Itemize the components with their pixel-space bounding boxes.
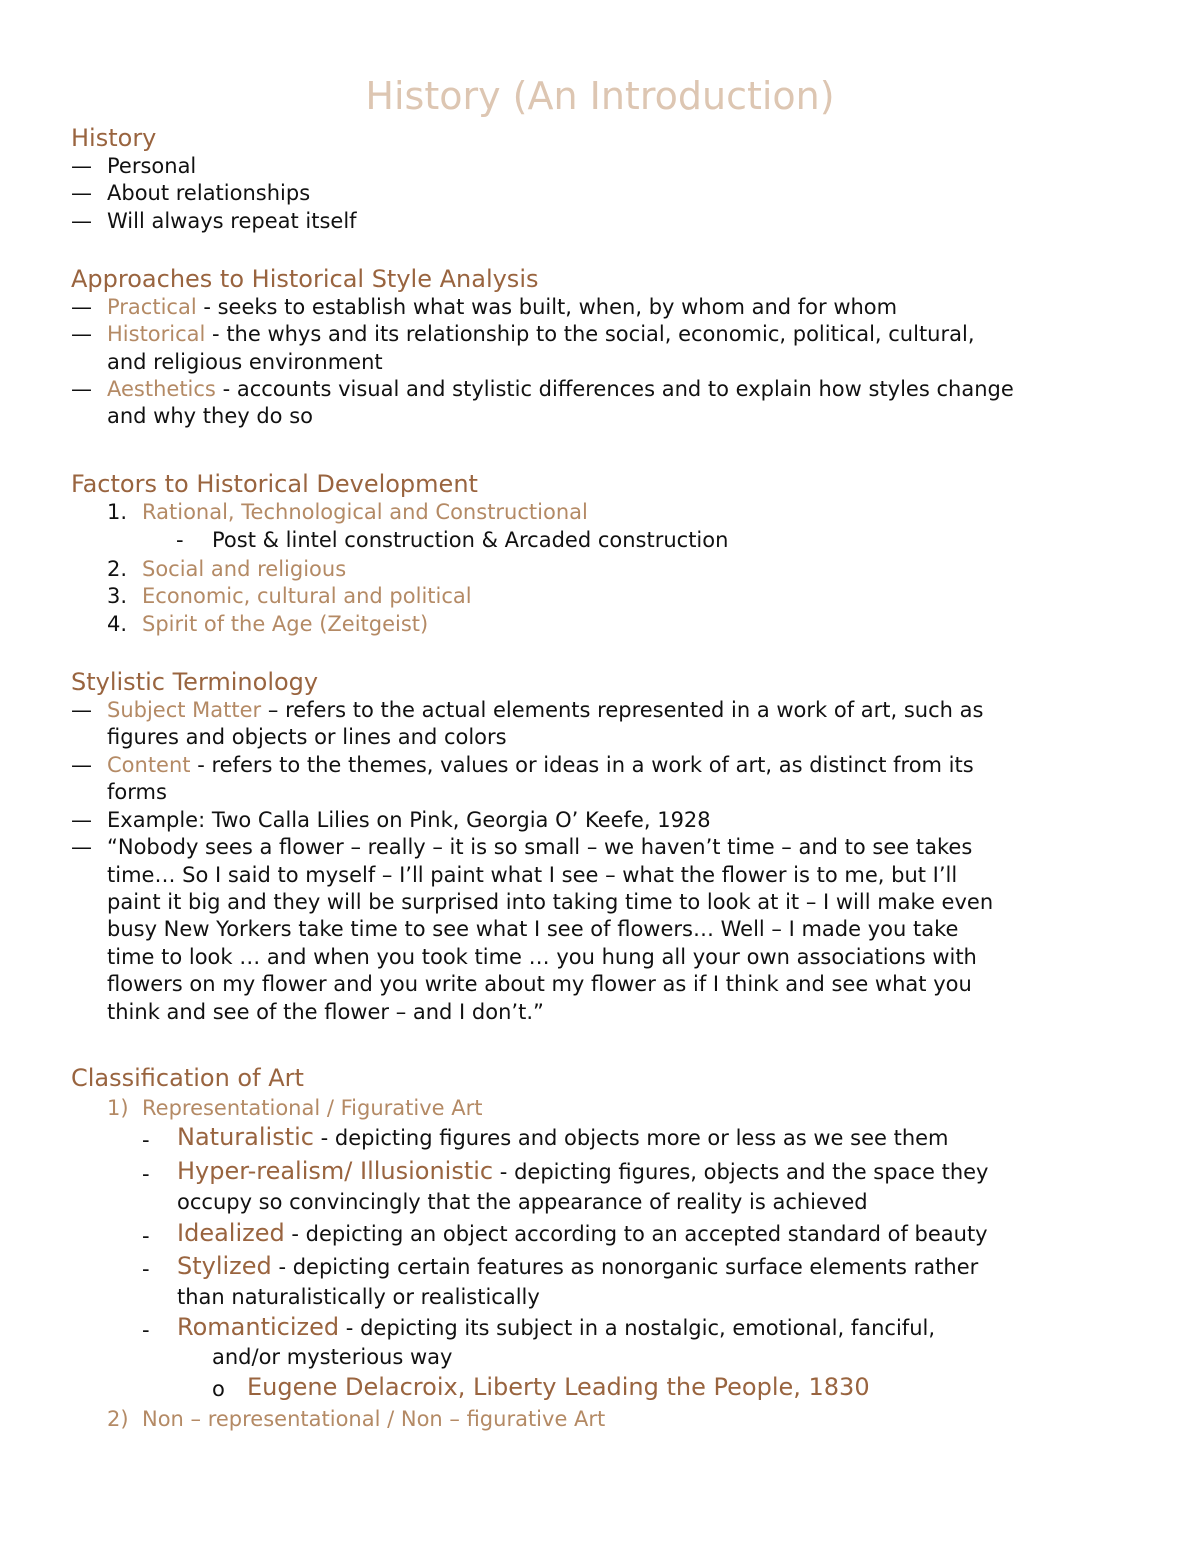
term-desc: refers to the themes, values or ideas in a work of art, as distinct from its (211, 753, 974, 777)
type-term: Stylized (177, 1252, 272, 1280)
term-content: Content - refers to the themes, values or ideas in a work of art, as distinct from its (107, 753, 974, 777)
example-line: Example: Two Calla Lilies on Pink, Georgia O’ Keefe, 1928 (107, 808, 711, 832)
dash-bullet: — (71, 154, 92, 178)
term-label: Subject Matter (107, 698, 262, 722)
approach-desc: the whys and its relationship to the social, economic, political, cultural, (226, 322, 975, 346)
list-number: 2) (107, 1407, 129, 1431)
list-number: 3. (107, 584, 128, 608)
factor-sub-item: Post & lintel construction & Arcaded construction (212, 528, 729, 552)
example-artwork: Eugene Delacroix, Liberty Leading the People, 1830 (247, 1373, 870, 1401)
history-item: About relationships (107, 181, 311, 205)
sub-bullet: - (176, 528, 184, 552)
type-bullet: - (142, 1224, 150, 1248)
list-number: 1) (107, 1096, 129, 1120)
dash-bullet: — (71, 295, 92, 319)
factors-heading: Factors to Historical Development (71, 470, 478, 498)
type-desc-continued: occupy so convincingly that the appearance of reality is achieved (177, 1190, 868, 1214)
quote-line: think and see of the flower – and I don’t.” (107, 1000, 544, 1024)
term-desc: refers to the actual elements represented in a work of art, such as (285, 698, 984, 722)
approach-item-practical: Practical - seeks to establish what was built, when, by whom and for whom (107, 295, 898, 319)
type-desc-continued: and/or mysterious way (212, 1345, 453, 1369)
list-number: 2. (107, 557, 128, 581)
type-desc: depicting an object according to an accepted standard of beauty (305, 1222, 988, 1246)
approach-item-aesthetics: Aesthetics - accounts visual and stylistic differences and to explain how styles change (107, 377, 1014, 401)
quote-line: time to look … and when you took time … you hung all your own associations with (107, 945, 977, 969)
type-idealized: Idealized - depicting an object according to an accepted standard of beauty (177, 1219, 988, 1247)
type-desc: depicting its subject in a nostalgic, emotional, fanciful, (360, 1316, 936, 1340)
factor-item: Social and religious (142, 557, 347, 581)
type-term: Idealized (177, 1219, 285, 1247)
type-term: Hyper-realism/ Illusionistic (177, 1157, 494, 1185)
representational-label: Representational / Figurative Art (142, 1096, 483, 1120)
quote-line: busy New Yorkers take time to see what I see of flowers… Well – I made you take (107, 917, 959, 941)
term-label: Content (107, 753, 191, 777)
approach-desc-continued: and why they do so (107, 404, 313, 428)
type-desc: depicting figures and objects more or less as we see them (334, 1126, 949, 1150)
approach-item-historical: Historical - the whys and its relationship to the social, economic, political, cultural, (107, 322, 975, 346)
term-desc-continued: figures and objects or lines and colors (107, 725, 507, 749)
type-desc: depicting figures, objects and the space they (514, 1160, 989, 1184)
approach-desc: accounts visual and stylistic differences and to explain how styles change (236, 377, 1014, 401)
term-desc-continued: forms (107, 780, 167, 804)
quote-line: time… So I said to myself – I’ll paint what I see – what the flower is to me, but I’ll (107, 863, 958, 887)
approach-term: Historical (107, 322, 206, 346)
dash-bullet: — (71, 835, 92, 859)
factor-item: Economic, cultural and political (142, 584, 472, 608)
list-number: 4. (107, 612, 128, 636)
type-naturalistic: Naturalistic - depicting figures and objects more or less as we see them (177, 1123, 949, 1151)
dash-bullet: — (71, 209, 92, 233)
approach-term: Aesthetics (107, 377, 216, 401)
type-hyper-realism: Hyper-realism/ Illusionistic - depicting figures, objects and the space they (177, 1157, 989, 1185)
list-number: 1. (107, 500, 128, 524)
approach-desc-continued: and religious environment (107, 350, 383, 374)
history-item: Will always repeat itself (107, 209, 357, 233)
dash-bullet: — (71, 808, 92, 832)
dash-bullet: — (71, 322, 92, 346)
stylistic-heading: Stylistic Terminology (71, 668, 319, 696)
approach-desc: seeks to establish what was built, when, by whom and for whom (217, 295, 898, 319)
type-term: Romanticized (177, 1313, 340, 1341)
quote-line: paint it big and they will be surprised into taking time to look at it – I will make even (107, 890, 994, 914)
history-heading: History (71, 124, 157, 152)
nonrepresentational-label: Non – representational / Non – figurative Art (142, 1407, 606, 1431)
type-term: Naturalistic (177, 1123, 314, 1151)
dash-bullet: — (71, 181, 92, 205)
dash-bullet: — (71, 377, 92, 401)
type-bullet: - (142, 1318, 150, 1342)
type-stylized: Stylized - depicting certain features as nonorganic surface elements rather (177, 1252, 979, 1280)
dash-bullet: — (71, 698, 92, 722)
type-desc: depicting certain features as nonorganic surface elements rather (292, 1255, 979, 1279)
dash-bullet: — (71, 753, 92, 777)
quote-line: flowers on my flower and you write about my flower as if I think and see what you (107, 972, 972, 996)
term-subject-matter: Subject Matter – refers to the actual elements represented in a work of art, such as (107, 698, 984, 722)
approaches-heading: Approaches to Historical Style Analysis (71, 265, 539, 293)
type-desc-continued: than naturalistically or realistically (177, 1285, 540, 1309)
type-bullet: - (142, 1162, 150, 1186)
circle-bullet: o (212, 1377, 225, 1401)
approach-term: Practical (107, 295, 197, 319)
classification-heading: Classification of Art (71, 1064, 304, 1092)
factor-item: Spirit of the Age (Zeitgeist) (142, 612, 429, 636)
page-title: History (An Introduction) (365, 74, 835, 118)
type-bullet: - (142, 1128, 150, 1152)
quote-line: “Nobody sees a flower – really – it is so small – we haven’t time – and to see takes (107, 835, 973, 859)
type-romanticized: Romanticized - depicting its subject in a nostalgic, emotional, fanciful, (177, 1313, 936, 1341)
type-bullet: - (142, 1257, 150, 1281)
factor-item: Rational, Technological and Constructional (142, 500, 588, 524)
history-item: Personal (107, 154, 197, 178)
